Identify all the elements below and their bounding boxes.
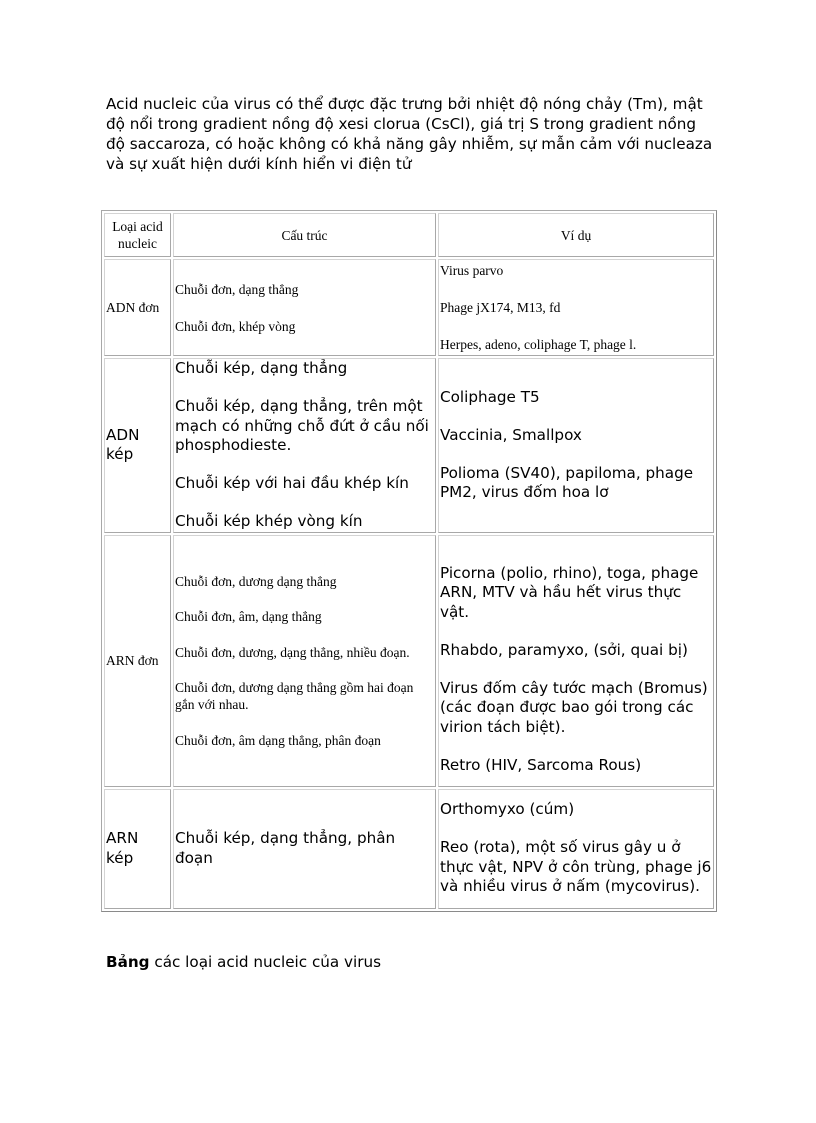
type-cell: ARN kép [104,789,171,909]
table-header-row [104,213,714,257]
examples-cell [438,358,714,533]
header-cell-examples: Ví dụ [438,213,714,257]
structure-item: Chuỗi đơn, dương dạng thẳng gồm hai đoạn gắn với nhau. [175,680,414,712]
structure-item: Chuỗi kép, dạng thẳng, trên một mạch có những chỗ đứt ở cầu nối phosphodieste. [175,397,429,454]
intro-paragraph: Acid nucleic của virus có thể được đặc trưng bởi nhiệt độ nóng chảy (Tm), mật độ nổi trong gradient nồng độ xesi clorua (CsCl), giá trị S trong gradient nồng độ saccaroza, có hoặc không có khả năng gây nhiễm, sự mẫn cảm với nucleaza và sự xuất hiện dưới kính hiển vi điện tử [106,95,713,173]
example-item: Virus parvo [440,263,504,278]
structure-item: Chuỗi kép khép vòng kín [175,512,363,530]
table-row [104,789,714,909]
structure-item: Chuỗi đơn, dương, dạng thẳng, nhiều đoạn. [175,644,410,660]
example-item: Retro (HIV, Sarcoma Rous) [440,755,642,774]
example-item: Vaccinia, Smallpox [440,425,582,444]
type-cell: ADN đơn [104,259,171,356]
structure-item: Chuỗi kép, dạng thẳng, phân đoạn [175,829,396,867]
example-item: Rhabdo, paramyxo, (sởi, quai bị) [440,640,688,659]
examples-cell [438,259,714,356]
caption-bold: Bảng [106,953,150,971]
examples-cell [438,535,714,787]
example-item: Phage jX174, M13, fd [440,300,561,315]
structure-item: Chuỗi đơn, dương dạng thẳng [175,573,337,589]
example-item: Orthomyxo (cúm) [440,800,575,819]
structure-item: Chuỗi kép, dạng thẳng [175,359,348,377]
example-item: Virus đốm cây tước mạch (Bromus) (các đoạn được bao gói trong các virion tách biệt). [440,678,708,736]
structure-item: Chuỗi đơn, âm dạng thẳng, phân đoạn [175,732,381,748]
table-row [104,358,714,533]
structure-item: Chuỗi đơn, âm, dạng thẳng [175,609,322,624]
nucleic-acid-table [101,210,717,912]
table-caption [106,952,381,972]
structure-cell [173,358,436,533]
example-item: Picorna (polio, rhino), toga, phage ARN, MTV và hầu hết virus thực vật. [440,563,699,621]
example-item: Coliphage T5 [440,387,540,406]
header-cell-structure: Cấu trúc [173,213,436,257]
structure-item: Chuỗi đơn, dạng thẳng [175,281,299,297]
caption-text: các loại acid nucleic của virus [149,953,382,971]
structure-item: Chuỗi kép với hai đầu khép kín [175,474,409,492]
type-cell: ARN đơn [104,535,171,787]
structure-cell [173,259,436,356]
structure-item: Chuỗi đơn, khép vòng [175,318,296,334]
header-cell-type: Loại acid nucleic [104,213,171,257]
table-row [104,259,714,356]
example-item: Reo (rota), một số virus gây u ở thực vật, NPV ở côn trùng, phage j6 và nhiều virus ở nấm (mycovirus). [440,838,712,896]
structure-cell [173,789,436,909]
example-item: Herpes, adeno, coliphage T, phage l. [440,337,637,352]
structure-cell [173,535,436,787]
table-row [104,535,714,787]
example-item: Polioma (SV40), papiloma, phage PM2, virus đốm hoa lơ [440,463,694,502]
examples-cell [438,789,714,909]
type-cell: ADN kép [104,358,171,533]
